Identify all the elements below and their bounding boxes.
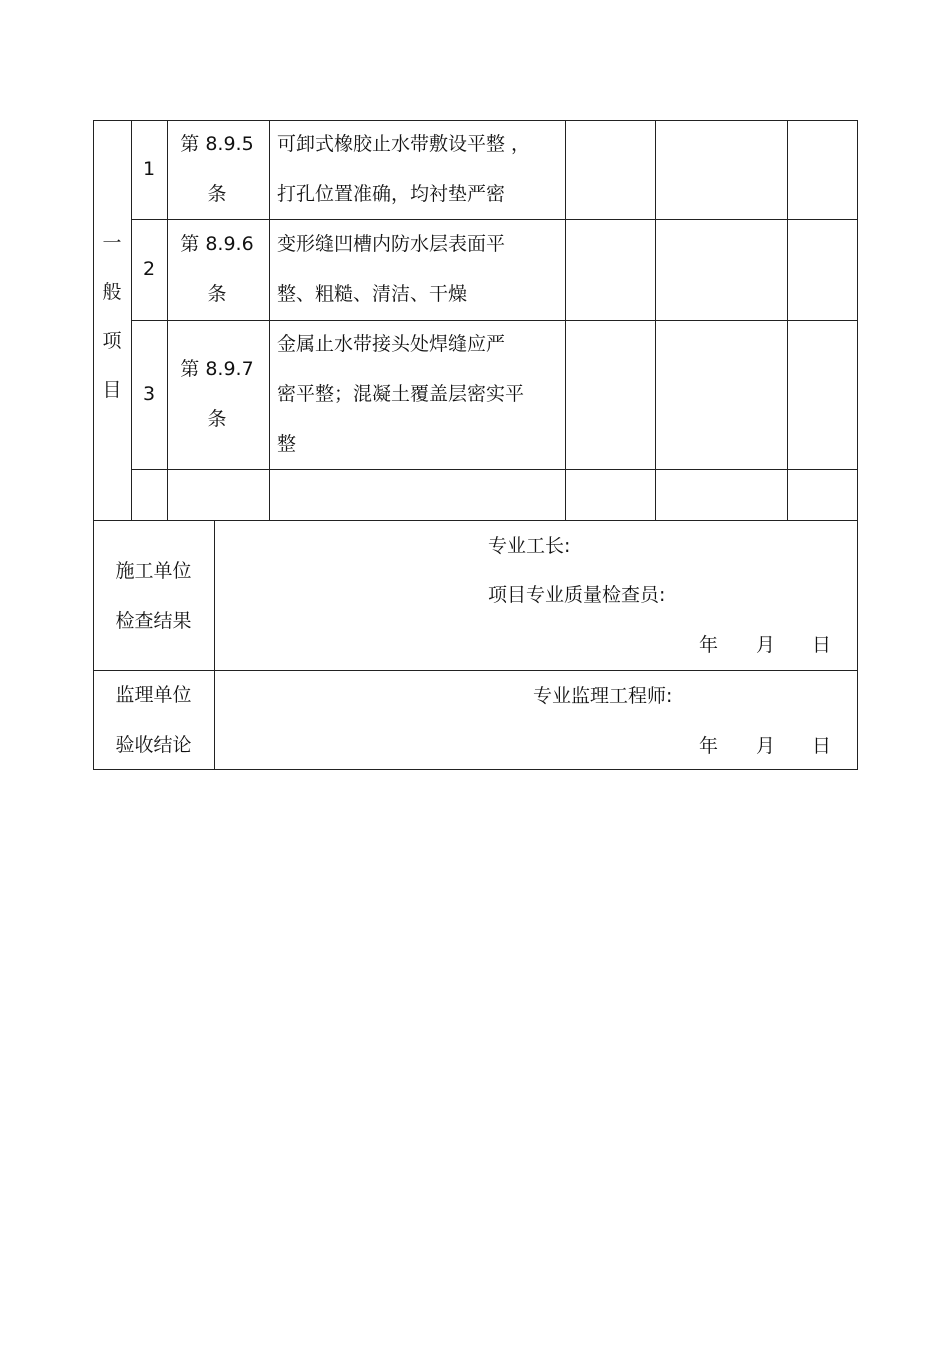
supervision-engineer-signature-label: 专业监理工程师: — [533, 685, 673, 707]
col-divider — [565, 120, 566, 520]
section-divider — [93, 520, 858, 521]
desc-line: 金属止水带接头处焊缝应严 — [277, 333, 506, 355]
date-day-label: 日 — [812, 634, 832, 656]
date-year-label: 年 — [699, 735, 719, 757]
quality-inspector-signature-label: 项目专业质量检查员: — [488, 584, 666, 606]
label-char: 目 — [102, 379, 122, 401]
clause-line: 第 8.9.5 — [180, 133, 254, 155]
item-clause — [167, 219, 267, 319]
clause-line: 条 — [207, 283, 227, 305]
date-year-label: 年 — [699, 634, 719, 656]
label-divider — [214, 520, 215, 770]
col-divider — [269, 120, 270, 520]
item-description — [277, 119, 530, 219]
item-clause — [167, 344, 267, 444]
item-number: 3 — [142, 383, 156, 405]
clause-line: 条 — [207, 408, 227, 430]
desc-line: 整 — [277, 433, 297, 455]
desc-line: 密平整；混凝土覆盖层密实平 — [277, 383, 525, 405]
clause-line: 第 8.9.6 — [180, 233, 254, 255]
item-description — [277, 319, 524, 469]
desc-line: 变形缝凹槽内防水层表面平 — [277, 233, 506, 255]
label-line: 施工单位 — [115, 560, 192, 582]
label-line: 检查结果 — [115, 610, 192, 632]
item-description — [277, 219, 505, 319]
foreman-signature-label: 专业工长: — [488, 535, 571, 557]
desc-line: 打孔位置准确，均衬垫严密 — [277, 183, 506, 205]
col-divider — [655, 120, 656, 520]
date-month-label: 月 — [756, 735, 776, 757]
item-clause — [167, 119, 267, 219]
supervision-unit-label — [93, 670, 214, 770]
construction-unit-label — [93, 546, 214, 646]
label-char: 般 — [102, 281, 122, 303]
label-line: 验收结论 — [115, 734, 192, 756]
date-day-label: 日 — [812, 735, 832, 757]
border-right — [857, 120, 858, 770]
row-divider — [131, 469, 858, 470]
item-number: 1 — [142, 158, 156, 180]
date-month-label: 月 — [756, 634, 776, 656]
label-line: 监理单位 — [115, 684, 192, 706]
col-divider — [131, 120, 132, 520]
desc-line: 整、粗糙、清洁、干燥 — [277, 283, 468, 305]
item-number: 2 — [142, 258, 156, 280]
label-char: 项 — [102, 330, 122, 352]
desc-line: 可卸式橡胶止水带敷设平整 ， — [277, 133, 531, 155]
label-char: 一 — [102, 232, 122, 254]
col-divider — [787, 120, 788, 520]
clause-line: 条 — [207, 183, 227, 205]
general-section-label — [97, 219, 127, 415]
clause-line: 第 8.9.7 — [180, 358, 254, 380]
